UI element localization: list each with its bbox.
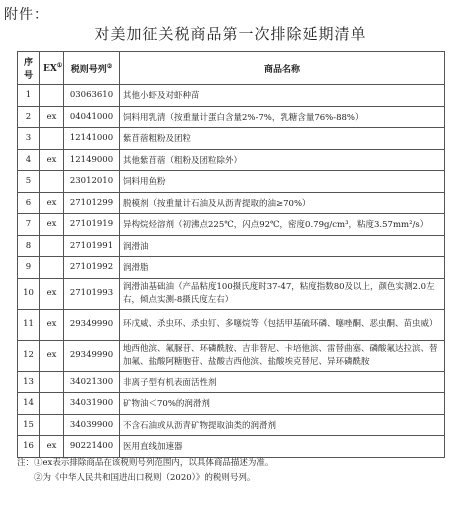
row-tariff-code: 04041000 xyxy=(64,106,120,128)
row-number: 3 xyxy=(18,128,40,150)
row-tariff-code: 12149000 xyxy=(64,149,120,171)
row-tariff-code: 27101993 xyxy=(64,278,120,309)
row-tariff-code: 27101299 xyxy=(64,192,120,214)
row-product-name: 地西他滨、氟脲苷、环磷酰胺、吉非替尼、卡培他滨、雷替曲塞、磷酸氟达拉滨、替加氟、盐酸阿糖胞苷、盐酸吉西他滨、盐酸埃克替尼、异环磷酰胺 xyxy=(120,340,445,371)
row-product-name: 非离子型有机表面活性剂 xyxy=(120,371,445,393)
row-product-name: 医用直线加速器 xyxy=(120,436,445,458)
row-number: 1 xyxy=(18,85,40,107)
row-number: 11 xyxy=(18,309,40,340)
table-row xyxy=(18,235,445,257)
row-product-name: 矿物油＜70%的润滑剂 xyxy=(120,393,445,415)
row-product-name: 润滑油 xyxy=(120,235,445,257)
row-number: 9 xyxy=(18,257,40,279)
row-ex-flag xyxy=(40,85,64,107)
row-ex-flag xyxy=(40,414,64,436)
column-header-code-footnote: ② xyxy=(106,62,113,70)
table-row xyxy=(18,436,445,458)
table-row xyxy=(18,128,445,150)
row-number: 6 xyxy=(18,192,40,214)
row-product-name: 异构烷烃溶剂（初沸点225℃，闪点92℃，密度0.79g/cm³，粘度3.57mm²/s） xyxy=(120,214,445,236)
row-ex-flag: ex xyxy=(40,278,64,309)
row-product-name: 饲料用乳清（按重量计蛋白含量2%-7%，乳糖含量76%-88%） xyxy=(120,106,445,128)
table-row xyxy=(18,340,445,371)
row-ex-flag: ex xyxy=(40,436,64,458)
row-number: 14 xyxy=(18,393,40,415)
column-header-code-label: 税则号列 xyxy=(70,64,107,75)
row-tariff-code: 34021300 xyxy=(64,371,120,393)
row-ex-flag xyxy=(40,171,64,193)
table-row xyxy=(18,371,445,393)
row-product-name: 饲料用鱼粉 xyxy=(120,171,445,193)
table-row xyxy=(18,171,445,193)
row-tariff-code: 29349990 xyxy=(64,309,120,340)
row-number: 7 xyxy=(18,214,40,236)
table-row xyxy=(18,192,445,214)
row-number: 12 xyxy=(18,340,40,371)
row-number: 4 xyxy=(18,149,40,171)
row-number: 10 xyxy=(18,278,40,309)
table-header-row xyxy=(18,52,445,85)
column-header-ex-footnote: ① xyxy=(56,62,63,69)
table-row xyxy=(18,214,445,236)
row-number: 13 xyxy=(18,371,40,393)
row-ex-flag xyxy=(40,393,64,415)
table-row xyxy=(18,278,445,309)
row-tariff-code: 23012010 xyxy=(64,171,120,193)
table-row xyxy=(18,309,445,340)
row-product-name: 其他紫苜蓿（粗粉及团粒除外） xyxy=(120,149,445,171)
table-row xyxy=(18,85,445,107)
row-tariff-code: 03063610 xyxy=(64,85,120,107)
row-ex-flag: ex xyxy=(40,309,64,340)
column-header-no: 序号 xyxy=(18,52,40,85)
row-number: 8 xyxy=(18,235,40,257)
table-row xyxy=(18,393,445,415)
table-row xyxy=(18,106,445,128)
row-number: 15 xyxy=(18,414,40,436)
row-product-name: 润滑油基础油（产品粘度100摄氏度时37-47，粘度指数80及以上，颜色实测2.0左右，倾点实测-8摄氏度左右） xyxy=(120,278,445,309)
table-row xyxy=(18,257,445,279)
row-tariff-code: 27101992 xyxy=(64,257,120,279)
row-tariff-code: 27101919 xyxy=(64,214,120,236)
row-ex-flag xyxy=(40,371,64,393)
row-ex-flag: ex xyxy=(40,214,64,236)
row-product-name: 不含石油或从沥青矿物提取油类的润滑剂 xyxy=(120,414,445,436)
row-ex-flag xyxy=(40,257,64,279)
row-ex-flag: ex xyxy=(40,340,64,371)
row-ex-flag: ex xyxy=(40,106,64,128)
footnote-2: ②为《中华人民共和国进出口税则（2020）》的税则号列。 xyxy=(34,473,256,483)
row-product-name: 润滑脂 xyxy=(120,257,445,279)
document-title: 对美加征关税商品第一次排除延期清单 xyxy=(94,25,367,43)
row-ex-flag: ex xyxy=(40,192,64,214)
row-product-name: 脱模剂（按重量计石油及从沥青提取的油≥70%） xyxy=(120,192,445,214)
row-ex-flag xyxy=(40,128,64,150)
footnotes xyxy=(17,456,273,486)
row-tariff-code: 27101991 xyxy=(64,235,120,257)
table-row xyxy=(18,149,445,171)
table-row xyxy=(18,414,445,436)
attachment-label: 附件： xyxy=(4,7,49,23)
row-tariff-code: 34039900 xyxy=(64,414,120,436)
row-tariff-code: 12141000 xyxy=(64,128,120,150)
row-product-name: 环戊威、杀虫环、杀虫钉、多噻烷等（包括甲基硫环磷、噻唑酮、恶虫酮、苗虫威） xyxy=(120,309,445,340)
row-ex-flag: ex xyxy=(40,149,64,171)
column-header-ex-label: EX xyxy=(43,64,57,74)
row-ex-flag xyxy=(40,235,64,257)
row-number: 5 xyxy=(18,171,40,193)
row-tariff-code: 34031900 xyxy=(64,393,120,415)
column-header-name: 商品名称 xyxy=(120,52,445,85)
column-header-ex xyxy=(40,52,64,85)
footnote-1: 注：①ex表示排除商品在该税则号列范围内，以具体商品描述为准。 xyxy=(17,458,274,468)
row-tariff-code: 29349990 xyxy=(64,340,120,371)
row-number: 2 xyxy=(18,106,40,128)
exclusion-list-table xyxy=(17,51,445,458)
row-tariff-code: 90221400 xyxy=(64,436,120,458)
row-product-name: 紫苜蓿粗粉及团粒 xyxy=(120,128,445,150)
row-number: 16 xyxy=(18,436,40,458)
column-header-code xyxy=(64,52,120,85)
row-product-name: 其他小虾及对虾种苗 xyxy=(120,85,445,107)
